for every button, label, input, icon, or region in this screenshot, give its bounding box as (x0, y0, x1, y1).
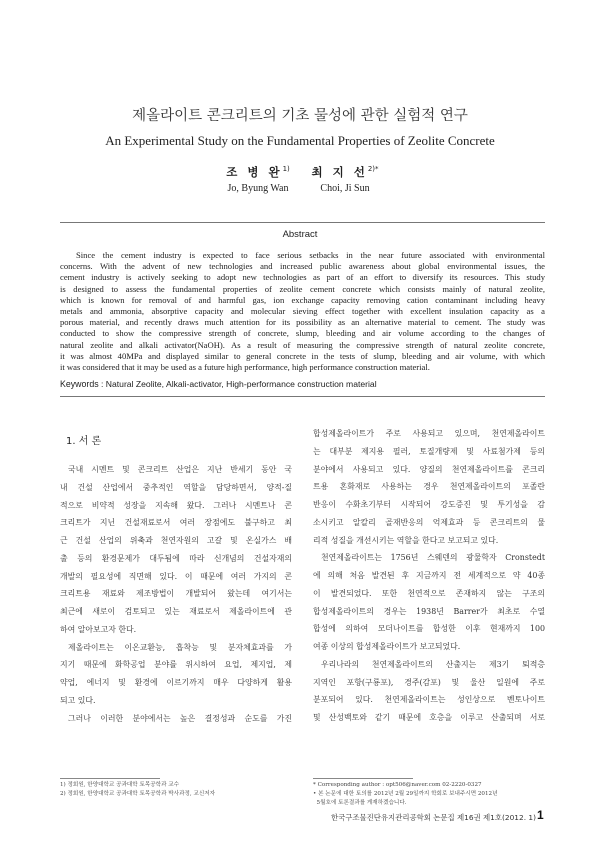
body-line: 되고 있다. (60, 695, 96, 705)
abstract-line: is designed to assess the fundamental properties of zeolite cement concrete which consists mainly of natural zeolite, (60, 283, 545, 294)
footnote-rule-left (60, 778, 160, 779)
author-2-name-ko: 최 지 선 (311, 165, 368, 179)
body-line: 리적 성질을 개선시키는 역할을 한다고 보고되고 있다. (313, 535, 499, 545)
body-column-left (60, 461, 292, 727)
footnote: * Corresponding author : opt506@naver.com 02-2220-0327 (313, 782, 482, 788)
abstract-line: natural zeolite and alkali activator(NaOH). As a result of measuring the compressive strength of natural zeolite concrete, (60, 339, 545, 350)
abstract-line: Since the cement industry is expected to face serious setbacks in the near future associated with environmental (76, 250, 545, 260)
footnote-rule-right (313, 778, 413, 779)
abstract-heading: Abstract (282, 229, 318, 240)
abstract-line: it was considered that it may be used as a future high performance, high performance construction material. (60, 362, 430, 373)
body-line: 약업, 에너지 및 환경에 이르기까지 매우 다양하게 활용 (60, 678, 292, 687)
footnotes-left (60, 781, 215, 799)
footnote: • 본 논문에 대한 토의를 2012년 2월 29일까지 학회로 보내주시면 2012년 (313, 791, 498, 797)
author-1-sup: 1) (282, 165, 290, 174)
journal-footer: 한국구조물진단유지관리공학회 논문집 제16권 제1호(2012. 1) (330, 813, 536, 822)
section-heading: 1. 서 론 (66, 436, 102, 447)
title-korean: 제올라이트 콘크리트의 기초 물성에 관한 실험적 연구 (132, 108, 468, 124)
abstract-top-rule (60, 222, 545, 223)
author-1 (218, 164, 298, 194)
body-line: 지기 때문에 화학공업 분야를 위시하여 요업, 제지업, 제 (60, 660, 292, 670)
body-line: 근 건설 산업의 위축과 천연자원의 고갈 및 온실가스 배 (60, 536, 292, 545)
body-line: 및 산성백토와 같기 때문에 호층을 이루고 산출되며 서로 (313, 713, 545, 722)
body-line: 합성제올라이트의 경우는 1938년 Barrer가 최초로 수열 (313, 606, 545, 616)
author-1-name-en: Jo, Byung Wan (227, 183, 289, 194)
body-line: 합성에 의하여 모더나이트를 합성한 이후 현재까지 100 (313, 624, 545, 634)
body-line: 제올라이트는 이온교환능, 흡착능 및 분자체효과를 가 (68, 642, 292, 652)
body-line: 분야에서 사용되고 있다. 양질의 천연제올라이트를 콘크리 (313, 464, 545, 474)
body-line: 합성제올라이트가 주로 사용되고 있으며, 천연제올라이트 (313, 429, 545, 438)
abstract-body (60, 250, 545, 373)
abstract-line: it was almost 40MPa and displayed similar to general concrete in the tests of slump, bleeding and air volume, with which (60, 350, 545, 361)
body-line: 소시키고 알칼리 골재반응의 억제효과 등 콘크리트의 물 (313, 517, 545, 527)
footnote: 5월호에 토론결과를 게재하겠습니다. (313, 800, 407, 806)
body-line: 트용 혼화재로 사용하는 경우 천연제올라이트의 포졸란 (313, 482, 545, 492)
body-line: 출 등의 환경문제가 대두됨에 따라 신개념의 건설자재의 (60, 553, 292, 563)
body-line: 내 건설 산업에서 중추적인 역할을 담당하면서, 양적-질 (60, 482, 292, 492)
abstract-bottom-rule (60, 396, 545, 397)
body-line: 국내 시멘트 및 콘크리트 산업은 지난 반세기 동안 국 (68, 465, 292, 474)
footnotes-right (313, 781, 498, 808)
author-2-sup: 2)* (367, 165, 379, 174)
body-line: 우리나라의 천연제올라이트의 산출지는 제3기 퇴적층 (321, 659, 545, 669)
abstract-line: porous material, and recently draws much attention for its possibility as an alternative material to cement. The study was (60, 317, 545, 328)
footnote: 1) 정회원, 한양대학교 공과대학 토목공학과 교수 (60, 782, 180, 788)
body-line: 분포되어 있다. 천연제올라이트는 성인상으로 벤토나이트 (313, 695, 545, 705)
author-1-name-ko: 조 병 완 (226, 165, 283, 179)
body-line: 크리트가 지닌 건설재료로서 여러 장점에도 불구하고 최 (60, 518, 292, 528)
body-column-right (313, 425, 545, 727)
body-line: 여종 이상의 합성제올라이트가 보고되었다. (313, 642, 461, 651)
author-2-name-en: Choi, Ji Sun (320, 183, 370, 194)
body-line: 에 의해 처음 발견된 후 지금까지 전 세계적으로 약 40종 (313, 571, 545, 580)
body-line: 는 대부분 제지용 필러, 토질개량제 및 사료첨가제 등의 (313, 446, 545, 456)
body-line: 지역인 포항(구룡포), 경주(감포) 및 울산 일원에 주로 (313, 677, 545, 687)
body-line: 반응이 수화초기부터 시작되어 강도증진 및 투기성을 감 (313, 500, 545, 509)
body-line: 이 발견되었다. 또한 천연적으로 존재하지 않는 구조의 (313, 588, 545, 598)
page-number: 1 (537, 808, 544, 822)
abstract-line: conducted to show the compressive strength of concrete, slump, bleeding and air volume according to the changes of (60, 328, 545, 339)
keywords-text: Natural Zeolite, Alkali-activator, High-performance construction material (105, 379, 377, 389)
abstract-line: concerns. With the advent of new technologies and increased public awareness about global environmental issues, the (60, 261, 545, 272)
body-line: 최근에 새로이 검토되고 있는 재료로서 제올라이트에 관 (60, 607, 292, 616)
abstract-line: which is known for removal of and harmful gas, ion exchange capacity removing cation contaminant including heavy (60, 294, 545, 305)
body-line: 크리트용 재료와 제조방법이 개발되어 왔는데 여기서는 (60, 589, 292, 599)
title-english: An Experimental Study on the Fundamental Properties of Zeolite Concrete (105, 133, 495, 148)
body-line: 하여 알아보고자 한다. (60, 624, 137, 634)
body-line: 천연제올라이트는 1756년 스웨덴의 광물학자 Cronstedt (321, 553, 545, 563)
keywords: Keywords : Natural Zeolite, Alkali-activator, High-performance construction material (60, 379, 377, 389)
body-line: 그러나 이러한 분야에서는 높은 결정성과 순도를 가진 (68, 713, 292, 723)
abstract-line: cement industry is actively seeking to adopt new technologies as part of an effort to diversify its resources. This study (60, 272, 545, 283)
footnote: 2) 정회원, 한양대학교 공과대학 토목공학과 박사과정, 교신저자 (60, 791, 216, 797)
keywords-label: Keywords (60, 379, 99, 389)
author-2 (305, 164, 385, 194)
body-line: 개발의 필요성에 직면해 있다. 이 때문에 여러 가지의 콘 (60, 571, 292, 581)
abstract-line: metals and ammonia, absorptive capacity and molecular sieving effect together with excellent insulation capacity as a (60, 306, 545, 317)
body-line: 적으로 비약적 성장을 지속해 왔다. 그러나 시멘트나 콘 (60, 500, 292, 510)
